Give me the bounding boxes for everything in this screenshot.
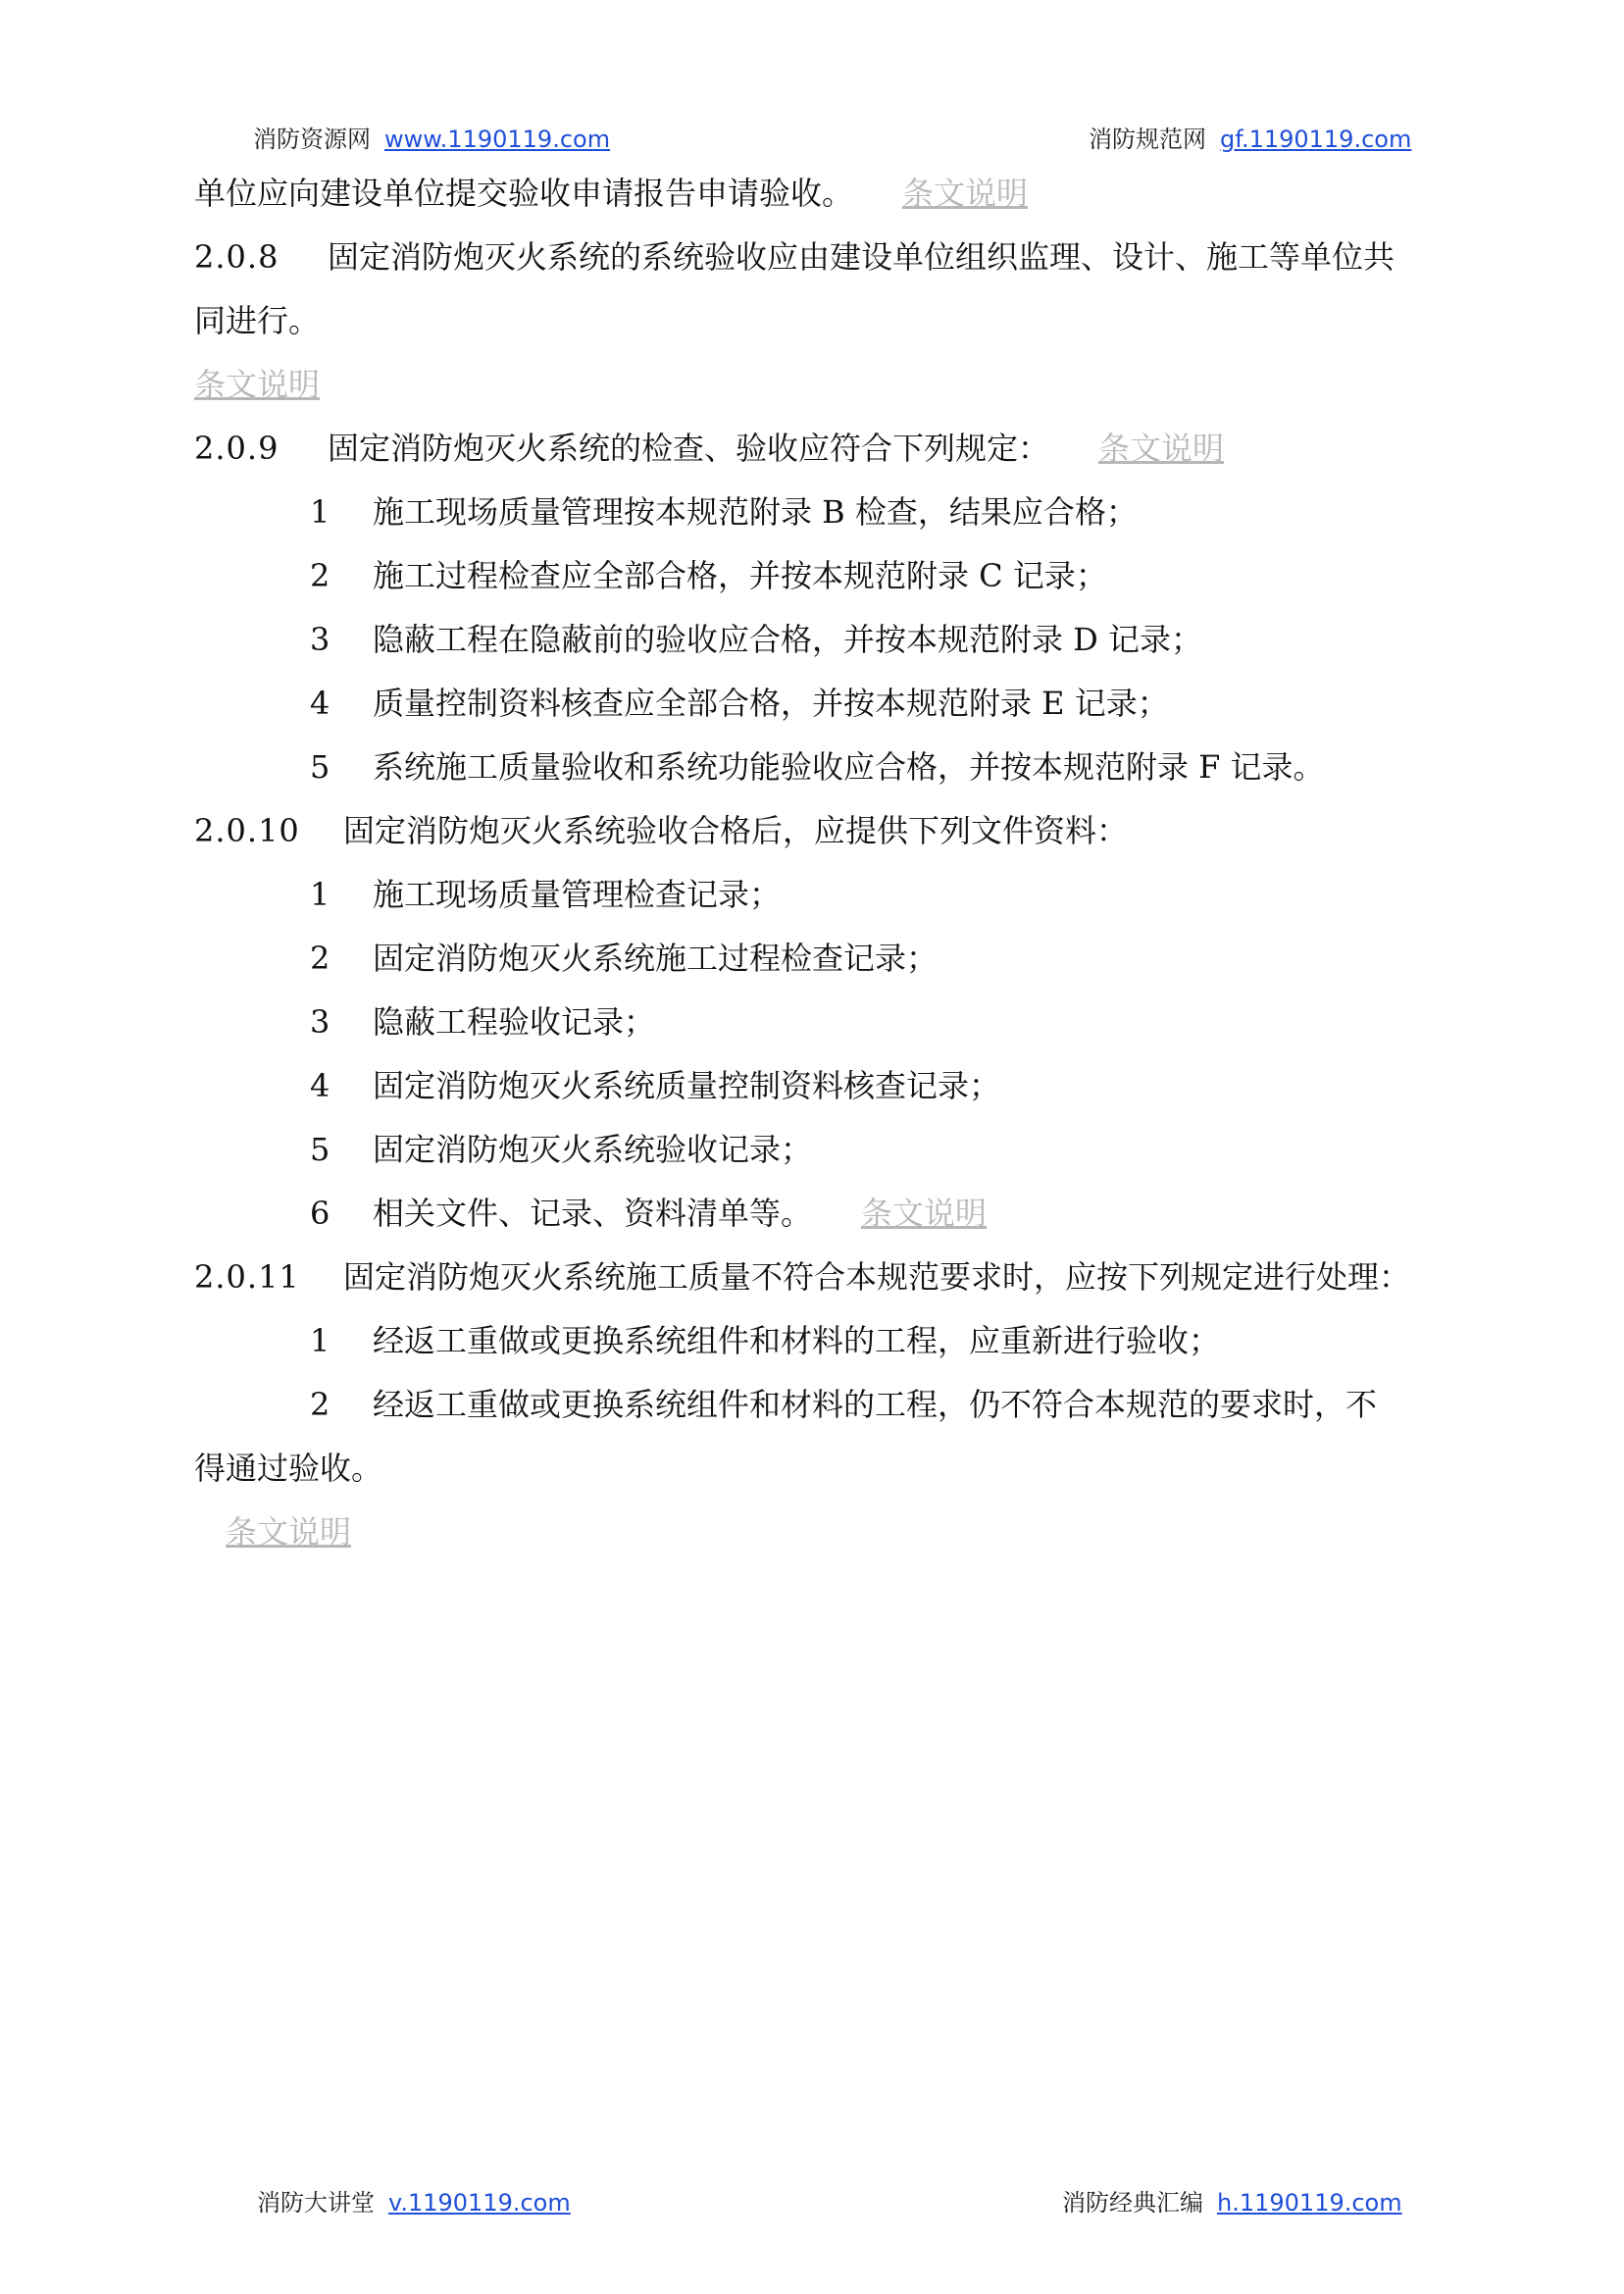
list-item — [310, 1194, 987, 1233]
item-number: 3 — [310, 621, 330, 658]
header-left — [253, 120, 610, 154]
item-number: 3 — [310, 1003, 330, 1041]
list-item — [310, 747, 1325, 787]
list-item-continuation — [194, 1449, 382, 1488]
item-number: 5 — [310, 1131, 330, 1168]
footer-left — [257, 2183, 571, 2218]
footer-right-site: 消防经典汇编 — [1062, 2189, 1203, 2217]
section-2-0-10 — [194, 811, 1128, 850]
section-text: 固定消防炮灭火系统的检查、验收应符合下列规定： — [328, 430, 1050, 467]
header-left-link[interactable]: www.1190119.com — [384, 126, 611, 153]
item-text: 经返工重做或更换系统组件和材料的工程，仍不符合本规范的要求时，不 — [373, 1386, 1378, 1423]
item-number: 4 — [310, 685, 330, 722]
list-item — [310, 1002, 655, 1042]
header-right — [1089, 120, 1411, 154]
list-item — [310, 1321, 1220, 1360]
section-number: 2.0.8 — [194, 238, 279, 276]
item-number: 1 — [310, 1322, 330, 1359]
section-text: 固定消防炮灭火系统的系统验收应由建设单位组织监理、设计、施工等单位共 — [328, 238, 1396, 276]
header-right-link[interactable]: gf.1190119.com — [1220, 126, 1412, 153]
item-text: 施工现场质量管理按本规范附录 B 检查，结果应合格； — [373, 493, 1138, 531]
item-text: 系统施工质量验收和系统功能验收应合格，并按本规范附录 F 记录。 — [373, 748, 1325, 786]
item-text: 经返工重做或更换系统组件和材料的工程，应重新进行验收； — [373, 1322, 1221, 1359]
clause-note-link[interactable]: 条文说明 — [226, 1513, 352, 1551]
item-number: 2 — [310, 1386, 330, 1423]
list-item — [310, 1066, 1000, 1105]
section-text-cont: 同进行。 — [194, 302, 321, 339]
item-text: 质量控制资料核查应全部合格，并按本规范附录 E 记录； — [373, 685, 1169, 722]
footer-left-site: 消防大讲堂 — [257, 2189, 375, 2217]
section-text: 固定消防炮灭火系统验收合格后，应提供下列文件资料： — [343, 812, 1129, 849]
item-text: 固定消防炮灭火系统验收记录； — [373, 1131, 813, 1168]
item-text: 隐蔽工程验收记录； — [373, 1003, 656, 1041]
section-2-0-11 — [194, 1257, 1410, 1297]
header-right-site: 消防规范网 — [1089, 126, 1206, 153]
list-item — [310, 1385, 1377, 1424]
item-text-cont: 得通过验收。 — [194, 1450, 383, 1487]
section-number: 2.0.10 — [194, 812, 300, 849]
item-number: 4 — [310, 1067, 330, 1104]
header-left-site: 消防资源网 — [253, 126, 371, 153]
item-text: 固定消防炮灭火系统质量控制资料核查记录； — [373, 1067, 1001, 1104]
item-number: 2 — [310, 557, 330, 594]
list-item — [310, 939, 938, 978]
list-item — [310, 492, 1138, 532]
list-item — [310, 684, 1169, 723]
section-2-0-9 — [194, 429, 1224, 468]
footer-left-link[interactable]: v.1190119.com — [388, 2189, 571, 2217]
intro-line — [194, 174, 1028, 213]
section-text: 固定消防炮灭火系统施工质量不符合本规范要求时，应按下列规定进行处理： — [343, 1258, 1411, 1296]
intro-text: 单位应向建设单位提交验收申请报告申请验收。 — [194, 175, 854, 212]
item-text: 施工过程检查应全部合格，并按本规范附录 C 记录； — [373, 557, 1107, 594]
section-2-0-8-line2 — [194, 301, 320, 340]
item-text: 隐蔽工程在隐蔽前的验收应合格，并按本规范附录 D 记录； — [373, 621, 1203, 658]
list-item — [310, 556, 1107, 595]
item-number: 2 — [310, 940, 330, 977]
footer-right-link[interactable]: h.1190119.com — [1217, 2189, 1402, 2217]
item-text: 相关文件、记录、资料清单等。 — [373, 1195, 813, 1232]
item-text: 施工现场质量管理检查记录； — [373, 876, 782, 913]
list-item — [310, 875, 781, 914]
item-number: 1 — [310, 876, 330, 913]
note-line-2-0-11 — [226, 1512, 351, 1552]
item-number: 5 — [310, 748, 330, 786]
list-item — [310, 1130, 812, 1169]
clause-note-link[interactable]: 条文说明 — [194, 366, 321, 403]
section-number: 2.0.9 — [194, 430, 279, 467]
item-text: 固定消防炮灭火系统施工过程检查记录； — [373, 940, 939, 977]
section-2-0-8-line1 — [194, 237, 1395, 277]
clause-note-link[interactable]: 条文说明 — [1098, 430, 1225, 467]
clause-note-link[interactable]: 条文说明 — [902, 175, 1029, 212]
list-item — [310, 620, 1202, 659]
note-line-2-0-8 — [194, 365, 320, 404]
item-number: 1 — [310, 493, 330, 531]
section-number: 2.0.11 — [194, 1258, 300, 1296]
footer-right — [1062, 2183, 1402, 2218]
clause-note-link[interactable]: 条文说明 — [861, 1195, 988, 1232]
item-number: 6 — [310, 1195, 330, 1232]
